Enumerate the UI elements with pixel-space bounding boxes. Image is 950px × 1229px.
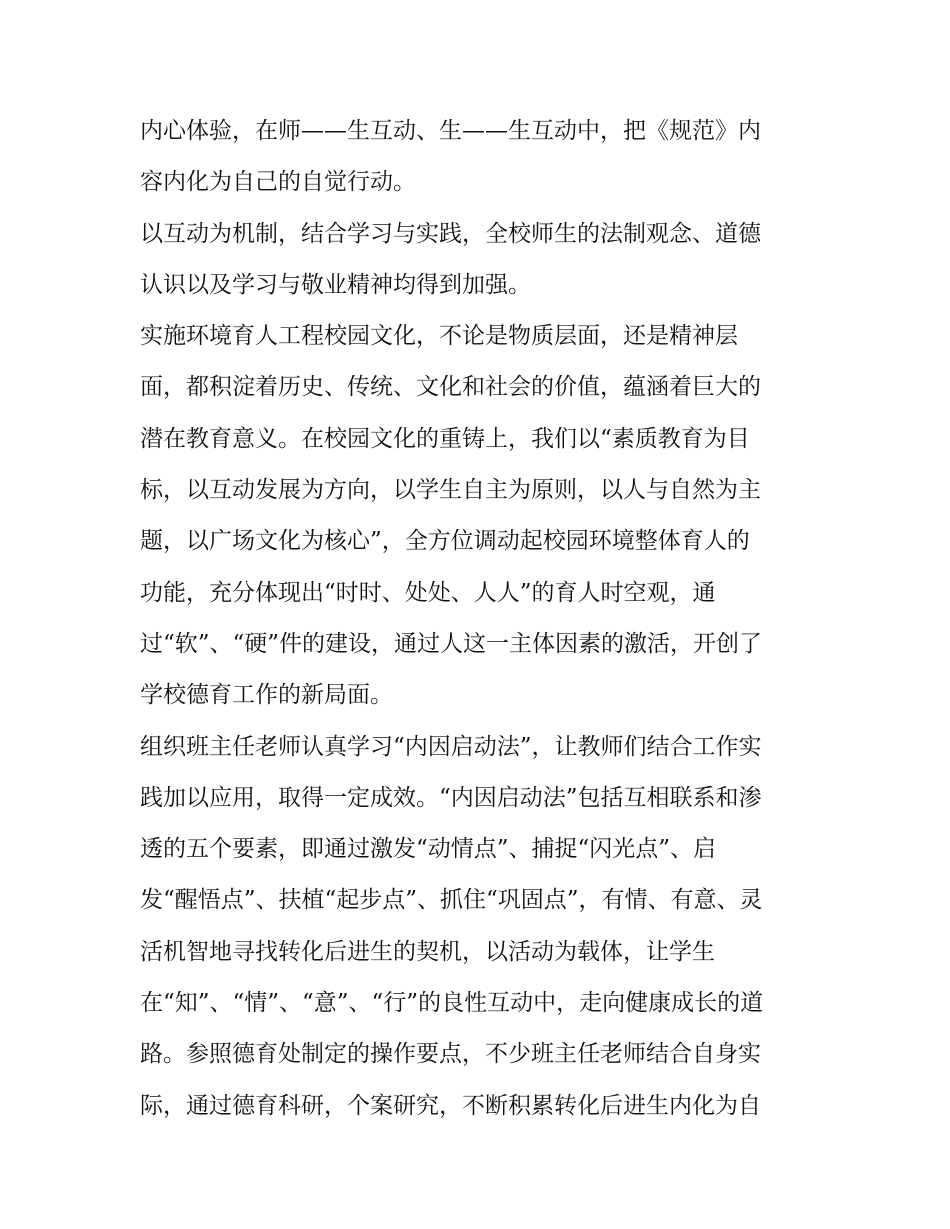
text-line: 以互动为机制，结合学习与实践，全校师生的法制观念、道德: [140, 220, 761, 247]
text-line: 面，都积淀着历史、传统、文化和社会的价值，蕴涵着巨大的: [140, 374, 761, 401]
body-text: [140, 106, 820, 1132]
text-line: 透的五个要素，即通过激发“动情点”、捕捉“闪光点”、启: [140, 836, 717, 863]
text-line: 发“醒悟点”、扶植“起步点”、抓住“巩固点”，有情、有意、灵: [140, 887, 763, 914]
text-line: 学校德育工作的新局面。: [140, 682, 393, 709]
text-line: 活机智地寻找转化后进生的契机，以活动为载体，让学生: [140, 938, 715, 965]
text-line: 在“知”、“情”、“意”、“行”的良性互动中，走向健康成长的道: [140, 990, 764, 1017]
text-line: 标，以互动发展为方向，以学生自主为原则，以人与自然为主: [140, 477, 761, 504]
text-line: 认识以及学习与敬业精神均得到加强。: [140, 271, 531, 298]
text-line: 功能，充分体现出“时时、处处、人人”的育人时空观，通: [140, 579, 716, 606]
text-line: 潜在教育意义。在校园文化的重铸上，我们以“素质教育为目: [140, 425, 750, 452]
text-line: 路。参照德育处制定的操作要点，不少班主任老师结合自身实: [140, 1041, 761, 1068]
text-line: 内心体验，在师——生互动、生——生互动中，把《规范》内: [140, 118, 761, 144]
text-line: 践加以应用，取得一定成效。“内因启动法”包括互相联系和渗: [140, 784, 762, 811]
text-line: 组织班主任老师认真学习“内因启动法”，让教师们结合工作实: [140, 733, 762, 760]
text-line: 际，通过德育科研，个案研究，不断积累转化后进生内化为自: [140, 1092, 761, 1119]
text-line: 实施环境育人工程校园文化，不论是物质层面，还是精神层: [140, 323, 738, 350]
text-line: 容内化为自己的自觉行动。: [140, 169, 416, 196]
text-line: 题，以广场文化为核心”，全方位调动起校园环境整体育人的: [140, 528, 750, 555]
text-line: 过“软”、“硬”件的建设，通过人这一主体因素的激活，开创了: [140, 630, 763, 657]
